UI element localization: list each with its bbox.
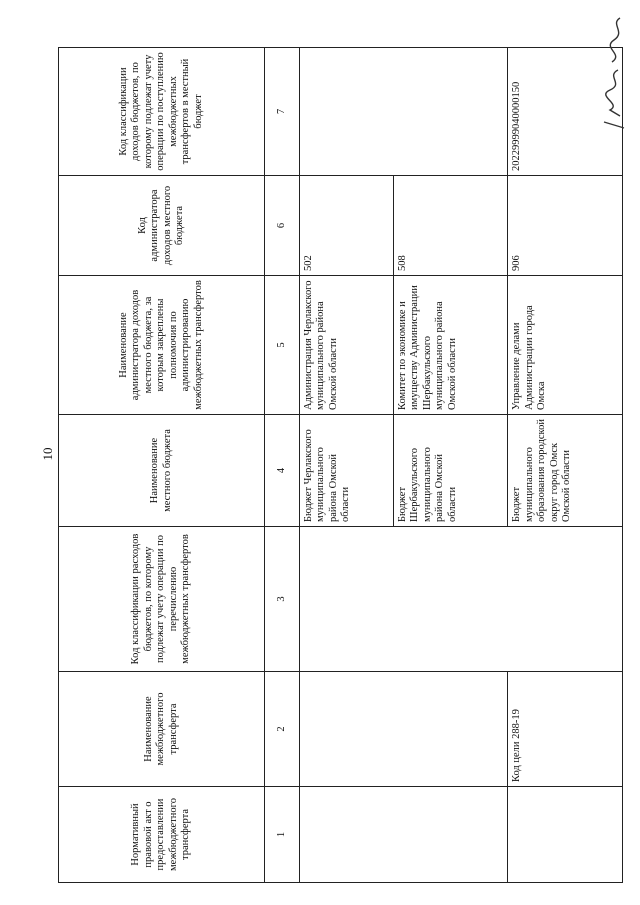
transfer-name-cell: Код цели 288-19 — [508, 672, 623, 787]
handwritten-signature — [590, 10, 634, 140]
administrator-cell: Администрация Черлакского муниципального района Омской области — [299, 276, 393, 415]
admin-code-cell: 508 — [393, 176, 508, 276]
budget-name-cell: Бюджет Шербакульского муниципального района Омской области — [393, 415, 508, 527]
column-number: 3 — [265, 527, 300, 672]
header-income-code: Код классификации доходов бюджетов, по которому подлежат учету операции по поступлению межбюджетных трансфертов в местный бюджет — [59, 48, 265, 176]
column-number: 7 — [265, 48, 300, 176]
column-number: 4 — [265, 415, 300, 527]
rotated-table-container — [58, 48, 623, 883]
page-number: 10 — [40, 447, 55, 461]
header-admin-code: Код администратора доходов местного бюджета — [59, 176, 265, 276]
income-code-cell: 20229999040000150 — [508, 48, 623, 176]
admin-code-cell: 906 — [508, 176, 623, 276]
table-header-row — [59, 48, 265, 883]
header-expense-code: Код классификации расходов бюджетов, по которому подлежат учету операции по перечислению межбюджетных трансфертов — [59, 527, 265, 672]
column-number: 2 — [265, 672, 300, 787]
column-number: 6 — [265, 176, 300, 276]
header-budget-name: Наименование местного бюджета — [59, 415, 265, 527]
legal-act-cell — [299, 787, 508, 883]
column-number: 5 — [265, 276, 300, 415]
header-administrator: Наименование администратора доходов местного бюджета, за которым закреплены полномочия по администрированию межбюджетных трансфертов — [59, 276, 265, 415]
column-number-row — [265, 48, 300, 883]
expense-code-cell — [299, 527, 622, 672]
column-number: 1 — [265, 787, 300, 883]
table-row — [299, 48, 393, 883]
administrator-cell: Комитет по экономике и имуществу Администрации Шербакульского муниципального района Омской области — [393, 276, 508, 415]
budget-name-cell: Бюджет Черлакского муниципального района Омской области — [299, 415, 393, 527]
legal-act-cell — [508, 787, 623, 883]
table-row — [508, 48, 623, 883]
administrator-cell: Управление делами Администрации города Омска — [508, 276, 623, 415]
header-transfer-name: Наименование межбюджетного трансферта — [59, 672, 265, 787]
income-code-cell — [299, 48, 508, 176]
transfers-table-area — [58, 48, 623, 883]
transfers-table — [58, 47, 623, 883]
budget-name-cell: Бюджет муниципального образования городской округ город Омск Омской области — [508, 415, 623, 527]
header-legal-act: Нормативный правовой акт о предоставлении межбюджетного трансферта — [59, 787, 265, 883]
admin-code-cell: 502 — [299, 176, 393, 276]
transfer-name-cell — [299, 672, 508, 787]
